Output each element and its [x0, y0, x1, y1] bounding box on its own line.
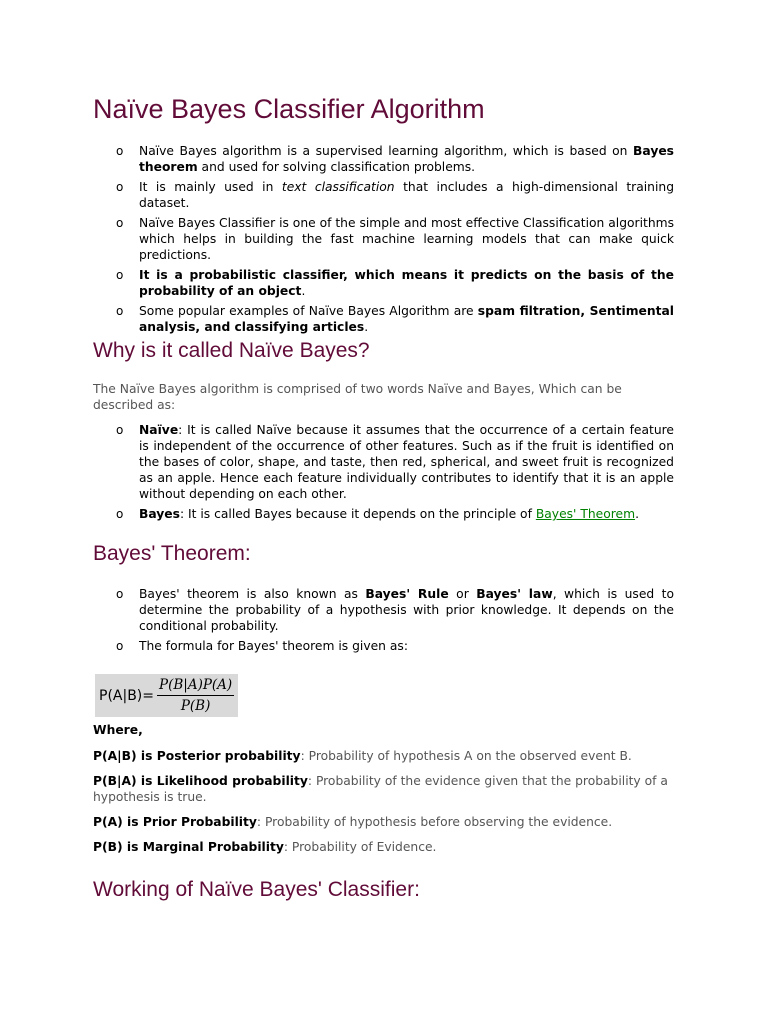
formula-denominator: P(B)	[180, 698, 211, 714]
definition-item: P(B) is Marginal Probability: Probability of Evidence.	[93, 840, 437, 854]
bullet-icon: o	[116, 180, 124, 194]
list-item: o Naïve Bayes algorithm is a supervised learning algorithm, which is based on Bayes theorem and used for solving classification problems.	[116, 144, 674, 174]
theorem-heading: Bayes' Theorem:	[93, 542, 251, 565]
formula-lhs: P(A|B)=	[99, 687, 154, 704]
bayes-formula	[95, 674, 238, 717]
working-heading: Working of Naïve Bayes' Classifier:	[93, 878, 420, 901]
list-item: o Bayes: It is called Bayes because it depends on the principle of Bayes' Theorem.	[116, 507, 639, 521]
where-label: Where,	[93, 723, 143, 737]
list-item: o Bayes' theorem is also known as Bayes' Rule or Bayes' law, which is used to determine the probability of a hypothesis with prior knowledge. It depends on the conditional probability.	[116, 587, 675, 633]
bullet-icon: o	[116, 423, 124, 437]
page-title: Naïve Bayes Classifier Algorithm	[93, 94, 485, 124]
formula-fraction	[157, 677, 234, 714]
list-item: o Some popular examples of Naïve Bayes Algorithm are spam filtration, Sentimental analysis, and classifying articles.	[116, 304, 675, 334]
list-item: o Naïve: It is called Naïve because it assumes that the occurrence of a certain feature is independent of the occurrence of other features. Such as if the fruit is identified on the bases of color, shape, and taste, then red, spherical, and sweet fruit is recognized as an apple. Hence each feature individually contributes to identify that it is an apple without depending on each other.	[116, 423, 674, 501]
bullet-icon: o	[116, 639, 124, 653]
list-item: o It is mainly used in text classification that includes a high-dimensional training dataset.	[116, 180, 674, 210]
theorem-list	[93, 586, 674, 658]
list-item: o Naïve Bayes Classifier is one of the simple and most effective Classification algorithms which helps in building the fast machine learning models that can make quick predictions.	[116, 216, 675, 262]
bullet-icon: o	[116, 216, 124, 230]
intro-list	[93, 143, 674, 339]
list-item: o It is a probabilistic classifier, which means it predicts on the basis of the probability of an object.	[116, 268, 674, 298]
definition-item: P(A) is Prior Probability: Probability of hypothesis before observing the evidence.	[93, 815, 613, 829]
definitions	[93, 748, 674, 864]
why-heading: Why is it called Naïve Bayes?	[93, 339, 370, 362]
bullet-icon: o	[116, 507, 124, 521]
bullet-icon: o	[116, 144, 124, 158]
list-item: o The formula for Bayes' theorem is given as:	[116, 639, 408, 653]
why-intro: The Naïve Bayes algorithm is comprised of two words Naïve and Bayes, Which can be described as:	[93, 382, 622, 412]
bayes-theorem-link[interactable]: Bayes' Theorem	[535, 507, 636, 521]
definition-item: P(B|A) is Likelihood probability: Probability of the evidence given that the probability of a hypothesis is true.	[93, 774, 668, 804]
bullet-icon: o	[116, 304, 124, 318]
definition-item: P(A|B) is Posterior probability: Probability of hypothesis A on the observed event B.	[93, 749, 632, 763]
bullet-icon: o	[116, 268, 124, 282]
formula-numerator: P(B|A)P(A)	[157, 677, 234, 696]
bullet-icon: o	[116, 587, 124, 601]
why-list	[93, 422, 674, 526]
